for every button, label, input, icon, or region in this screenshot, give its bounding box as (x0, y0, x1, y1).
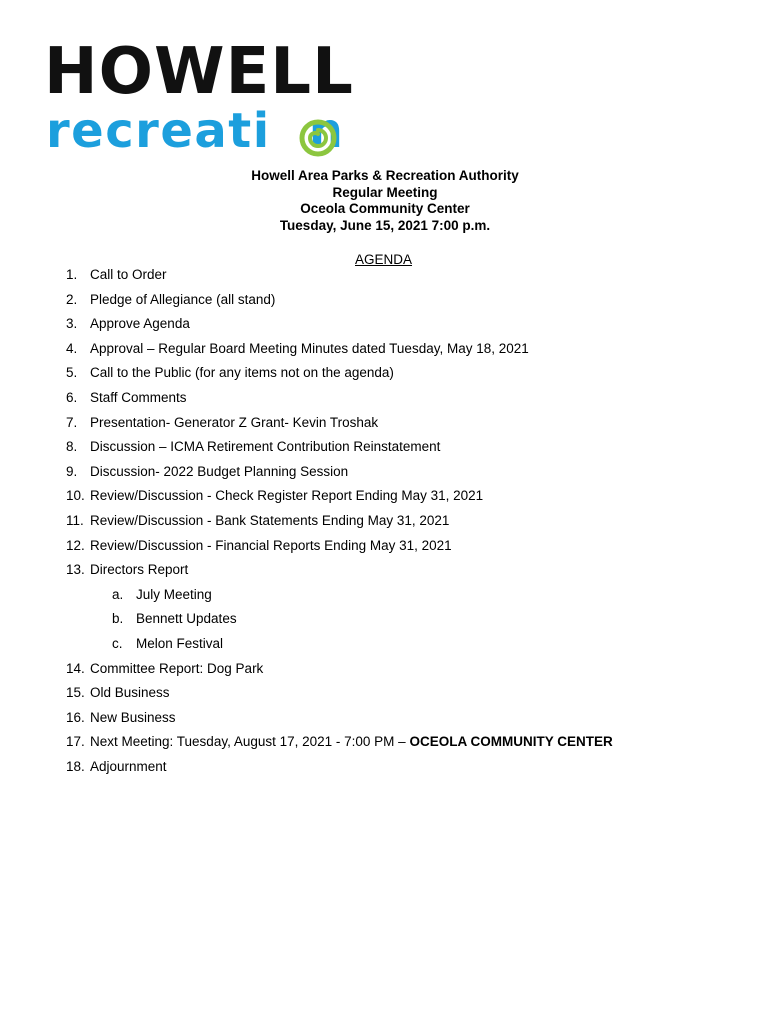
agenda-item-text (90, 340, 529, 358)
agenda-item-number: c. (112, 635, 123, 651)
agenda-item-number: 18. (66, 758, 85, 774)
agenda-item (66, 512, 746, 537)
agenda-item (66, 291, 746, 316)
agenda-item-text (90, 364, 394, 382)
agenda-item (66, 364, 746, 389)
agenda-subitem (66, 635, 746, 660)
agenda-item-number: 13. (66, 562, 85, 578)
agenda-subitem (66, 586, 746, 611)
agenda-item-label: Adjournment (90, 758, 167, 774)
agenda-item (66, 340, 746, 365)
agenda-item-label: Pledge of Allegiance (all stand) (90, 291, 276, 307)
agenda-item-text (136, 586, 212, 604)
agenda-item-text (90, 758, 167, 776)
agenda-item-label: Call to the Public (for any items not on the agenda) (90, 365, 394, 381)
agenda-item (66, 389, 746, 414)
agenda-item-text (90, 487, 483, 505)
agenda-item-label: July Meeting (136, 586, 212, 602)
agenda-item-number: a. (112, 586, 124, 602)
agenda-item-text (90, 561, 188, 579)
agenda-item (66, 463, 746, 488)
agenda-item-label: Presentation- Generator Z Grant- Kevin Troshak (90, 414, 379, 430)
agenda-item (66, 537, 746, 562)
agenda-item-text (90, 684, 170, 702)
agenda-item-number: 14. (66, 660, 85, 676)
agenda-item-label: Directors Report (90, 562, 189, 578)
agenda-item-text (90, 709, 176, 727)
agenda-item-text (90, 266, 167, 284)
agenda-item (66, 315, 746, 340)
agenda-item-label: New Business (90, 709, 176, 725)
agenda-item (66, 414, 746, 439)
agenda-item-number: 11. (66, 512, 84, 528)
header-date: Tuesday, June 15, 2021 7:00 p.m. (279, 217, 491, 233)
agenda-item-text (136, 635, 223, 653)
agenda-item-label: Discussion- 2022 Budget Planning Session (90, 463, 349, 479)
agenda-item-emphasis: OCEOLA COMMUNITY CENTER (409, 734, 613, 750)
swirl-o-icon (298, 118, 338, 158)
logo-recreation-part1: recreati (46, 103, 271, 159)
agenda-item (66, 684, 746, 709)
agenda-item-text (90, 438, 440, 456)
agenda-item-label: Review/Discussion - Bank Statements Ending May 31, 2021 (90, 512, 450, 528)
agenda-item-number: 5. (66, 365, 78, 381)
agenda-item-label: Staff Comments (90, 389, 187, 405)
agenda-item-number: 7. (66, 414, 78, 430)
agenda-item-number: 2. (66, 291, 78, 307)
agenda-item-label: Call to Order (90, 267, 167, 282)
agenda-item-label: Bennett Updates (136, 611, 237, 627)
meeting-header (0, 168, 770, 234)
agenda-item-label: Review/Discussion - Check Register Report Ending May 31, 2021 (90, 488, 484, 504)
agenda-item-label: Next Meeting: Tuesday, August 17, 2021 - 7:00 PM – (90, 734, 410, 750)
logo-howell-text: HOWELL (44, 35, 354, 109)
agenda-item-text (136, 610, 237, 628)
header-meeting-type: Regular Meeting (332, 184, 438, 200)
agenda-item-number: 1. (66, 267, 78, 282)
agenda-item (66, 438, 746, 463)
agenda-item-text (90, 660, 263, 678)
agenda-item-label: Approve Agenda (90, 316, 190, 332)
agenda-item-text (90, 414, 378, 432)
agenda-item-number: 10. (66, 488, 85, 504)
agenda-item-text (90, 733, 613, 751)
howell-recreation-logo (44, 35, 374, 159)
agenda-list (66, 266, 746, 782)
agenda-item-label: Old Business (90, 685, 170, 701)
agenda-item-text (90, 512, 449, 530)
agenda-item-text (90, 537, 452, 555)
agenda-item (66, 733, 746, 758)
agenda-item-label: Discussion – ICMA Retirement Contribution Reinstatement (90, 439, 441, 455)
agenda-item-label: Approval – Regular Board Meeting Minutes dated Tuesday, May 18, 2021 (90, 340, 529, 356)
agenda-item-text (90, 463, 348, 481)
header-authority: Howell Area Parks & Recreation Authority (251, 168, 519, 183)
agenda-item (66, 266, 746, 291)
agenda-item-number: 12. (66, 537, 85, 553)
agenda-item (66, 561, 746, 586)
agenda-item-text (90, 315, 190, 333)
agenda-item-number: 15. (66, 685, 85, 701)
agenda-title: AGENDA (355, 252, 413, 267)
agenda-item-text (90, 389, 187, 407)
logo-recreation-part2: n (308, 103, 345, 159)
agenda-item (66, 758, 746, 783)
agenda-item-number: 8. (66, 439, 78, 455)
agenda-item-number: b. (112, 611, 124, 627)
agenda-item (66, 709, 746, 734)
agenda-item (66, 487, 746, 512)
agenda-item-number: 17. (66, 734, 85, 750)
agenda-item-number: 6. (66, 389, 78, 405)
header-location: Oceola Community Center (300, 201, 470, 216)
agenda-item-number: 9. (66, 463, 78, 479)
agenda-item-number: 4. (66, 340, 78, 356)
agenda-item-label: Review/Discussion - Financial Reports Ending May 31, 2021 (90, 537, 452, 553)
agenda-item (66, 660, 746, 685)
agenda-item-number: 16. (66, 709, 85, 725)
agenda-item-label: Committee Report: Dog Park (90, 660, 264, 676)
agenda-item-label: Melon Festival (136, 635, 224, 651)
agenda-item-text (90, 291, 275, 309)
agenda-item-number: 3. (66, 316, 78, 332)
agenda-subitem (66, 610, 746, 635)
